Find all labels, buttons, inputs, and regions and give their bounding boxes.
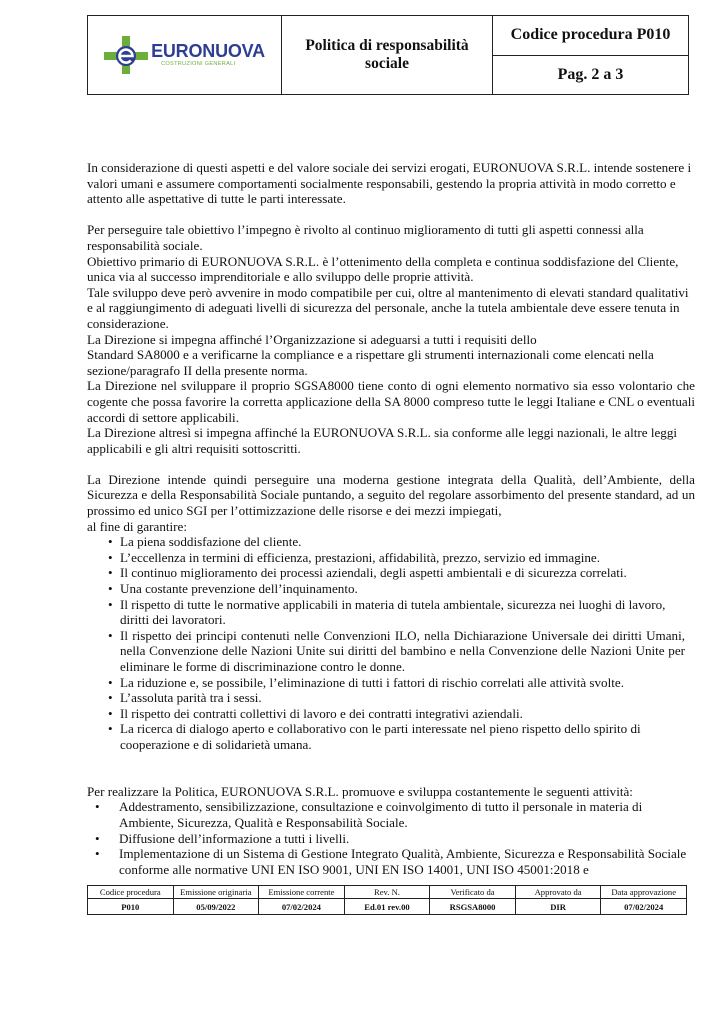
list-item: • Il rispetto dei principi contenuti nelle Convenzioni ILO, nella Dichiarazione Universale dei diritti Umani, nella Convenzione delle Nazioni Unite sui diritti del bambino e nella Convenzione delle Nazioni Unite per eliminare le forme di discriminazione contro le donne. (87, 628, 685, 675)
paragraph: Per perseguire tale obiettivo l’impegno è rivolto al continuo miglioramento di tutti gli aspetti connessi alla responsabilità sociale. (87, 222, 644, 253)
document-body (87, 160, 695, 877)
document-footer-table (87, 885, 687, 915)
paragraph: La Direzione intende quindi perseguire una moderna gestione integrata della Qualità, dell’Ambiente, della Sicurezza e della Responsabilità Sociale puntando, a seguito del regolare assorbimento del presente standard, ad un prossimo ed unico SGI per l’ottimizzazione delle risorse e dei mezzi impiegati, (87, 471, 695, 519)
document-title: Politica di responsabilità sociale (282, 16, 493, 94)
list-item: • Addestramento, sensibilizzazione, consultazione e coinvolgimento di tutto il personale in materia di Ambiente, Sicurezza, Qualità e Responsabilità Sociale. (87, 799, 695, 830)
footer-value-cell: RSGSA8000 (430, 899, 516, 915)
list-item: • L’eccellenza in termini di efficienza, prestazioni, affidabilità, prezzo, servizio ed immagine. (87, 550, 685, 566)
footer-value-cell: P010 (88, 899, 174, 915)
paragraph: Tale sviluppo deve però avvenire in modo compatibile per cui, oltre al mantenimento di elevati standard qualitativi e al raggiungimento di adeguati livelli di sicurezza del personale, anche la tutela ambientale deve essere tenuta in considerazione. (87, 284, 689, 331)
footer-value-row (88, 899, 687, 915)
footer-header-cell: Rev. N. (344, 886, 430, 899)
company-logo (104, 36, 265, 74)
footer-header-cell: Emissione originaria (173, 886, 259, 899)
list-item: • Il rispetto di tutte le normative applicabili in materia di tutela ambientale, sicurezza nei luoghi di lavoro, diritti dei lavoratori. (87, 597, 685, 628)
footer-header-cell: Codice procedura (88, 886, 174, 899)
list-item: • Una costante prevenzione dell’inquinamento. (87, 581, 685, 597)
footer-header-row (88, 886, 687, 899)
footer-header-cell: Emissione corrente (259, 886, 345, 899)
paragraph: Standard SA8000 e a verificarne la compliance e a rispettare gli strumenti internazionali come elencati nella sezione/paragrafo II della presente norma. (87, 347, 654, 378)
paragraph: La Direzione nel sviluppare il proprio SGSA8000 tiene conto di ogni elemento normativo sia esso volontario che cogente che possa favorire la corretta applicazione della SA 8000 compreso tutte le leggi Italiane e CNL o eventuali accordi di settore applicabili. (87, 378, 695, 425)
paragraph: Per realizzare la Politica, EURONUOVA S.R.L. promuove e sviluppa costantemente le seguenti attività: (87, 783, 633, 799)
footer-value-cell: Ed.01 rev.00 (344, 899, 430, 915)
logo-name: EURONUOVA (151, 41, 265, 62)
footer-value-cell: 07/02/2024 (601, 899, 687, 915)
list-item: • Implementazione di un Sistema di Gestione Integrato Qualità, Ambiente, Sicurezza e Responsabilità Sociale conforme alle normative UNI EN ISO 9001, UNI EN ISO 14001, UNI ISO 45001:2018 e (87, 846, 695, 877)
footer-value-cell: DIR (515, 899, 601, 915)
goals-list (87, 534, 695, 752)
paragraph: al fine di garantire: (87, 518, 187, 534)
footer-value-cell: 07/02/2024 (259, 899, 345, 915)
document-header (87, 15, 689, 95)
list-item: • Il rispetto dei contratti collettivi di lavoro e dei contratti integrativi aziendali. (87, 706, 685, 722)
logo-cell (88, 16, 282, 94)
list-item: • Diffusione dell’informazione a tutti i livelli. (87, 831, 695, 847)
list-item: • La piena soddisfazione del cliente. (87, 534, 685, 550)
euronuova-logo-icon (104, 36, 148, 74)
footer-value-cell: 05/09/2022 (173, 899, 259, 915)
paragraph: Obiettivo primario di EURONUOVA S.R.L. è l’ottenimento della completa e continua soddisfazione del Cliente, unica via al successo imprenditoriale e allo sviluppo delle proprie attività. (87, 253, 679, 285)
list-item: • Il continuo miglioramento dei processi aziendali, degli aspetti ambientali e di sicurezza correlati. (87, 565, 685, 581)
page-number: Pag. 2 a 3 (557, 65, 624, 83)
footer-header-cell: Verificato da (430, 886, 516, 899)
procedure-info (493, 16, 688, 94)
footer-header-cell: Approvato da (515, 886, 601, 899)
paragraph: La Direzione si impegna affinché l’Organizzazione si adeguarsi a tutti i requisiti dello (87, 331, 537, 347)
list-item: • L’assoluta parità tra i sessi. (87, 690, 685, 706)
footer-header-cell: Data approvazione (601, 886, 687, 899)
activities-list (87, 799, 695, 877)
logo-subtitle: COSTRUZIONI GENERALI (161, 61, 236, 68)
paragraph: In considerazione di questi aspetti e del valore sociale dei servizi erogati, EURONUOVA S.R.L. intende sostenere i valori umani e assumere comportamenti socialmente responsabili, gestendo la propria attività in modo corretto e attento alle aspettative di tutte le parti interessate. (87, 160, 692, 207)
procedure-code: Codice procedura P010 (493, 16, 688, 56)
list-item: • La ricerca di dialogo aperto e collaborativo con le parti interessate nel pieno rispetto dello spirito di cooperazione e di solidarietà umana. (87, 721, 685, 752)
paragraph: La Direzione altresì si impegna affinché la EURONUOVA S.R.L. sia conforme alle leggi nazionali, le altre leggi applicabili e gli altri requisiti sottoscritti. (87, 425, 678, 456)
list-item: • La riduzione e, se possibile, l’eliminazione di tutti i fattori di rischio correlati alle attività svolte. (87, 675, 685, 691)
